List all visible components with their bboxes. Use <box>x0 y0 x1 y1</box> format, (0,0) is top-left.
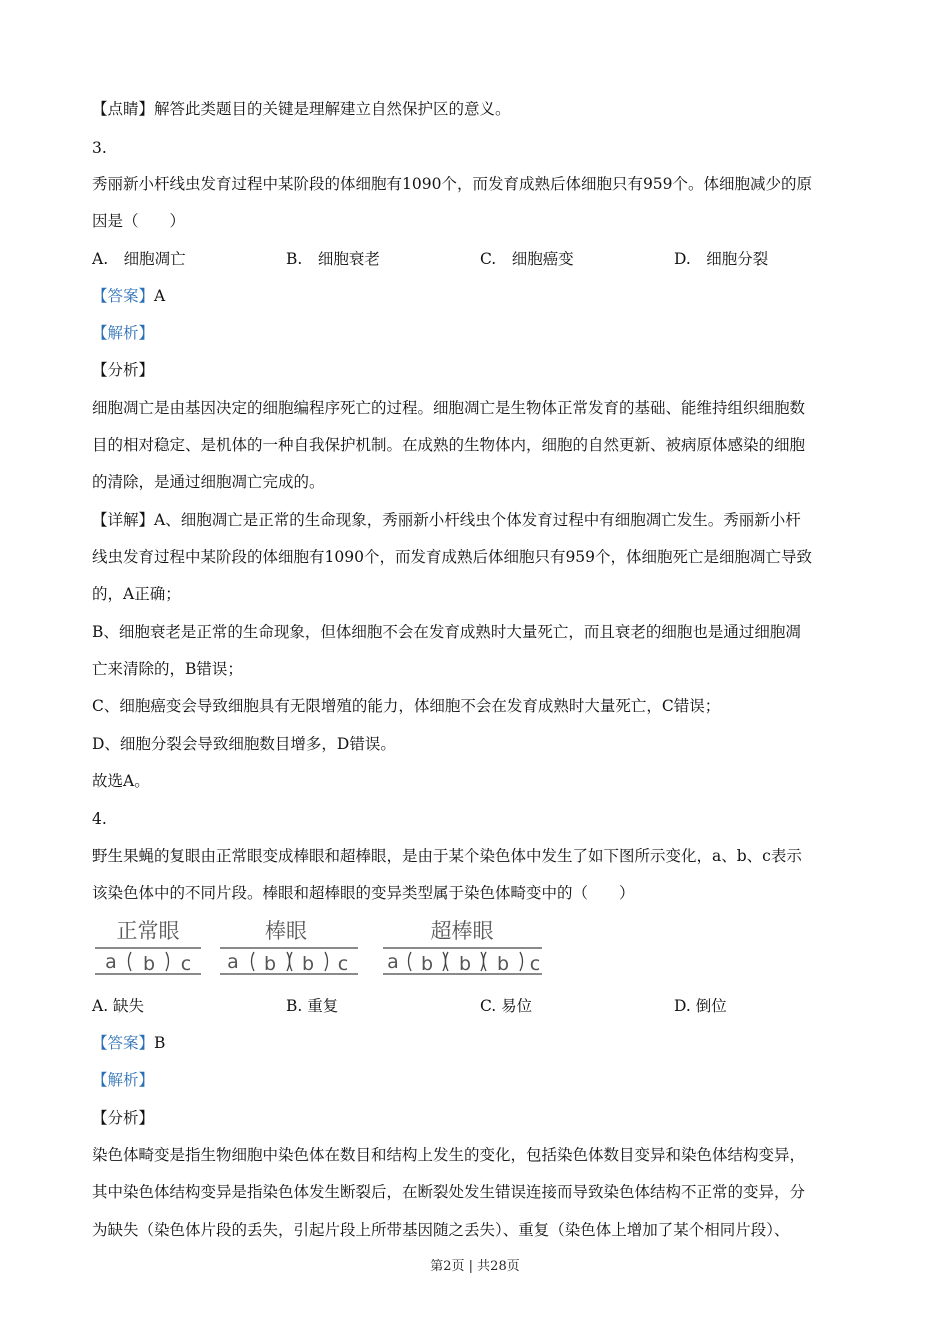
q4-option-a: A. 缺失 <box>92 997 145 1015</box>
bar-seg-4: c <box>337 953 349 975</box>
q3-stem-line-1: 秀丽新小杆线虫发育过程中某阶段的体细胞有1090个，而发育成熟后体细胞只有959个。体细胞减少的原 <box>92 175 813 193</box>
normal-seg-1: a <box>105 951 117 973</box>
q3-answer-value: A <box>154 287 166 305</box>
q3-detail-line-5: 亡来清除的，B错误； <box>92 660 243 678</box>
q3-detail-line-6: C、细胞癌变会导致细胞具有无限增殖的能力，体细胞不会在发育成熟时大量死亡，C错误； <box>92 697 721 715</box>
q3-fenxi-line-3: 的清除，是通过细胞凋亡完成的。 <box>92 473 325 491</box>
q3-option-d: D. 细胞分裂 <box>674 250 769 268</box>
superbar-divider-6 <box>520 952 523 971</box>
bar-seg-2: b <box>263 953 277 975</box>
q4-stem-line-1: 野生果蝇的复眼由正常眼变成棒眼和超棒眼，是由于某个染色体中发生了如下图所示变化，a、b、c表示 <box>92 847 802 865</box>
superbar-seg-1: a <box>387 951 399 973</box>
q4-fenxi-tag: 【分析】 <box>92 1109 155 1127</box>
q4-fenxi-line-2: 其中染色体结构变异是指染色体发生断裂后，在断裂处发生错误连接而导致染色体结构不正常的变异，分 <box>92 1183 806 1201</box>
superbar-eye-label: 超棒眼 <box>430 919 494 943</box>
q3-fenxi-line-1: 细胞凋亡是由基因决定的细胞编程序死亡的过程。细胞凋亡是生物体正常发育的基础、能维持组织细胞数 <box>92 399 806 417</box>
superbar-divider-1 <box>409 952 412 971</box>
q4-options <box>92 995 872 1017</box>
q3-detail-line-3: 的，A正确； <box>92 585 181 603</box>
superbar-seg-4: b <box>496 953 510 975</box>
bar-seg-3: b <box>301 953 315 975</box>
superbar-divider-3 <box>446 952 449 971</box>
q3-answer-tag: 【答案】 <box>92 287 155 305</box>
q4-option-d: D. 倒位 <box>674 997 727 1015</box>
q3-option-b: B. 细胞衰老 <box>286 250 380 268</box>
q3-option-c: C. 细胞癌变 <box>480 250 574 268</box>
q3-options <box>92 248 872 270</box>
q4-fenxi-line-3: 为缺失（染色体片段的丢失，引起片段上所带基因随之丢失）、重复（染色体上增加了某个相同片段）、 <box>92 1221 790 1239</box>
q4-answer <box>92 1032 872 1054</box>
chromosome-diagram <box>0 914 950 986</box>
q4-fenxi-line-1: 染色体畸变是指生物细胞中染色体在数目和结构上发生的变化，包括染色体数目变异和染色体结构变异， <box>92 1146 806 1164</box>
superbar-seg-5: c <box>529 953 541 975</box>
q3-answer <box>92 285 872 307</box>
bar-divider-4 <box>325 952 328 971</box>
superbar-seg-3: b <box>458 953 472 975</box>
bar-divider-1 <box>252 952 255 971</box>
q3-option-a: A. 细胞凋亡 <box>92 250 186 268</box>
q4-analysis-tag: 【解析】 <box>92 1071 155 1089</box>
page-footer: 第2页 | 共28页 <box>430 1259 520 1274</box>
q4-number: 4. <box>92 810 107 828</box>
superbar-divider-5 <box>484 952 487 971</box>
q4-answer-tag: 【答案】 <box>92 1034 155 1052</box>
normal-seg-3: c <box>180 953 192 975</box>
q4-option-b: B. 重复 <box>286 997 339 1015</box>
normal-seg-2: b <box>142 953 156 975</box>
q3-detail-line-4: B、细胞衰老是正常的生命现象，但体细胞不会在发育成熟时大量死亡，而且衰老的细胞也是通过细胞凋 <box>92 623 801 641</box>
q3-fenxi-tag: 【分析】 <box>92 361 155 379</box>
q3-fenxi-line-2: 目的相对稳定、是机体的一种自我保护机制。在成熟的生物体内，细胞的自然更新、被病原体感染的细胞 <box>92 436 806 454</box>
q4-stem-line-2: 该染色体中的不同片段。棒眼和超棒眼的变异类型属于染色体畸变中的（ ） <box>92 884 635 902</box>
q3-detail-line-8: 故选A。 <box>92 772 150 790</box>
bar-eye-label: 棒眼 <box>265 919 307 943</box>
normal-eye-label: 正常眼 <box>116 919 180 943</box>
q4-answer-value: B <box>154 1034 166 1052</box>
q3-detail-line-2: 线虫发育过程中某阶段的体细胞有1090个，而发育成熟后体细胞只有959个，体细胞死亡是细胞凋亡导致 <box>92 548 813 566</box>
normal-divider-2 <box>166 952 169 971</box>
normal-divider-1 <box>129 952 132 971</box>
q4-option-c: C. 易位 <box>480 997 533 1015</box>
q3-detail-line-7: D、细胞分裂会导致细胞数目增多，D错误。 <box>92 735 396 753</box>
q3-analysis-tag: 【解析】 <box>92 324 155 342</box>
bar-seg-1: a <box>227 951 239 973</box>
q3-number: 3. <box>92 139 107 157</box>
q3-stem-line-2: 因是（ ） <box>92 212 186 230</box>
dianjing-note: 【点睛】解答此类题目的关键是理解建立自然保护区的意义。 <box>92 100 511 118</box>
q3-detail-line-1: 【详解】A、细胞凋亡是正常的生命现象，秀丽新小杆线虫个体发育过程中有细胞凋亡发生。秀丽新小杆 <box>92 511 801 529</box>
superbar-seg-2: b <box>420 953 434 975</box>
bar-divider-3 <box>290 952 293 971</box>
